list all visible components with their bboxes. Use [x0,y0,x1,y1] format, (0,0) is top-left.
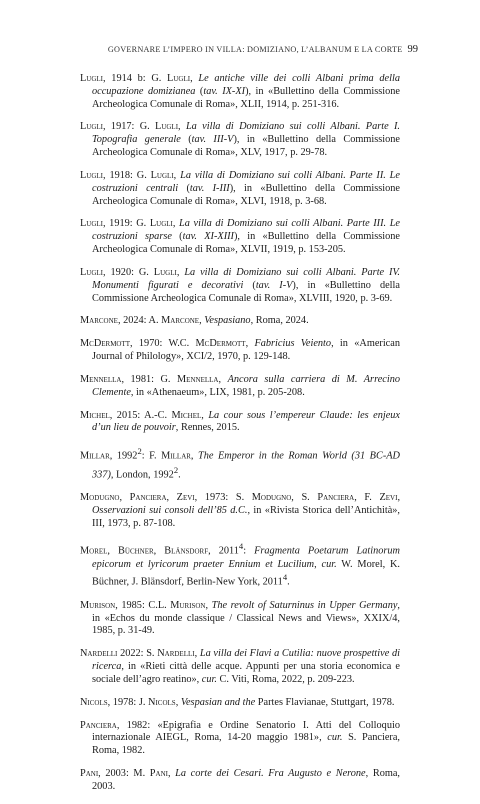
author-name: Murison [170,599,206,611]
author-name: Modugno, Panciera, Zevi [80,491,195,503]
author-name: Nicols [148,696,176,708]
author-name: Nardelli [157,648,195,660]
author-name: McDermott [80,338,131,350]
citation-text: , [314,558,322,570]
citation-text: , [167,768,176,780]
citation-text: , [190,450,199,462]
title-text: tav. I-V [255,279,293,291]
bibliography-entry [80,170,400,208]
title-text: cur. [321,558,337,570]
title-text: La cour sous l’empereur Claude: les enjeux d’un lieu de pouvoir [92,409,400,434]
citation-text: , 1973: S. [194,491,252,503]
title-text: La villa di Domiziano sui colli Albani. Parte I. Topografia generale [92,121,400,146]
title-text: Ancora sulla carriera di M. Arrecino Clemente [92,374,400,398]
title-text: Vespasian and the [180,696,256,708]
bibliography-entry [80,73,400,111]
author-name: Nardelli [80,648,118,660]
author-name: Mennella [177,374,219,385]
citation-text: , 1985: C.L. [115,599,171,611]
title-text: La villa di Domiziano sui colli Albani. Parte III. Le costruzioni sparse [92,218,400,243]
bibliography-entry [80,540,400,589]
citation-text: , in «Rieti città delle acque. Appunti per una storia economica e sociale dell’agro reatino», [92,661,400,685]
title-text: tav. III-V [191,134,234,146]
author-name: Lugli [80,73,104,84]
citation-text: , 1918: G. [103,169,151,181]
citation-text: ( [180,134,192,146]
citation-text: . [178,469,181,481]
edition-superscript: 2 [137,446,142,457]
title-text: Vespasiano [204,315,251,327]
author-name: Lugli [155,121,179,133]
citation-text: : F. [141,450,162,462]
title-text: The revolt of Saturninus in Upper Germany [211,599,398,611]
citation-text: ( [178,182,190,194]
bibliography-entry [80,267,400,305]
citation-text: C. Viti, Roma, 2022, p. 209-223. [216,673,355,685]
citation-text: , [190,73,199,84]
author-name: Zevi [379,491,398,503]
title-text: La villa di Domiziano sui colli Albani. Parte II. Le costruzioni centrali [92,169,400,194]
citation-text: , 1982: «Epigrafia e Ordine Senatorio I. Atti del Colloquio internazionale AIEGL, Roma, 14-20 maggio 1981», [92,719,400,744]
title-text: Fabricius Veiento [254,338,332,350]
running-head [80,44,418,55]
bibliography-entry [80,445,400,481]
author-name: McDermott [195,338,246,350]
author-name: Murison [80,599,116,611]
author-name: Panciera [80,719,117,731]
citation-text: , in «Rivista Storica dell’Antichità», III, 1973, p. 87-108. [92,504,400,529]
citation-text: , [201,409,209,421]
title-text: La villa di Domiziano sui colli Albani. Parte IV. Monumenti figurati e decorativi [92,266,400,291]
title-text: tav. IX-XI [203,85,246,97]
citation-text: ), in «Bullettino della Commissione Archeologica Comunale di Roma», XLV, 1917, p. 29-78. [92,134,401,159]
citation-text: , 1981: G. [121,374,178,385]
citation-text: , Roma, 2003. [92,768,401,792]
author-name: Lugli [80,169,104,181]
bibliography-entry [80,648,400,686]
bibliography-entry [80,315,400,328]
bibliography-entry [80,697,400,710]
author-name: Lugli [153,266,177,278]
author-name: Pani [149,768,168,780]
citation-text: , Roma, 2024. [250,315,309,327]
citation-text: , in «American Journal of Philology», XCI/2, 1970, p. 129-148. [92,338,400,363]
bibliography-entry [80,768,400,794]
citation-text: S. Panciera, Roma, 1982. [92,732,400,757]
author-name: Panciera [317,491,355,503]
bibliography-entry [80,410,400,436]
citation-text: , 2003: M. [98,768,150,780]
title-text: Osservazioni sui consoli dell’85 d.C. [92,504,248,516]
citation-text: : [243,545,255,557]
citation-text: , [172,218,180,230]
citation-text: , Rennes, 2015. [175,422,240,434]
bibliography-entry [80,374,400,400]
title-text: La villa dei Flavi a Cutilia: nuove prospettive di ricerca [92,648,400,672]
bibliography-list [80,73,400,804]
author-name: Lugli [149,218,173,230]
citation-text: ( [243,279,256,291]
citation-text: , [175,696,181,708]
author-name: Millar [80,450,110,462]
citation-text: , [218,374,228,385]
bibliography-entry [80,720,400,758]
author-name: Lugli [150,169,174,181]
citation-text: , [194,648,200,660]
author-name: Pani [80,768,99,780]
citation-text: , in «Athenaeum», LIX, 1981, p. 205-208. [130,386,305,398]
bibliography-entry [80,218,400,256]
author-name: Michel [80,409,110,421]
author-name: Mennella [80,374,122,385]
citation-text: ), in «Bullettino della Commissione Archeologica Comunale di Roma», XLVI, 1918, p. 3-68. [92,182,401,207]
author-name: Modugno [251,491,292,503]
bibliography-entry [80,121,400,159]
title-text: Fragmenta Poetarum Latinorum epicorum et lyricorum praeter Ennium et Lucilium [92,545,400,570]
citation-text: , 2015: A.-C. [109,409,172,421]
running-head-title: GOVERNARE L’IMPERO IN VILLA: DOMIZIANO, L’ALBANUM E LA CORTE [107,45,403,54]
citation-text: , 1970: W.C. [130,338,196,350]
citation-text: , [176,266,185,278]
citation-text: , 1917: G. [103,121,156,133]
bibliography-entry [80,492,400,530]
citation-text: , [199,315,205,327]
citation-text: , [245,338,255,350]
citation-text: W. Morel, K. Büchner, J. Blänsdorf, Berlin-New York, 2011 [92,558,400,588]
author-name: Nicols [80,696,108,708]
citation-text: ), in «Bullettino della Commissione Archeologica Comunale di Roma», XLVII, 1919, p. 153-205. [92,231,400,256]
citation-text: ), in «Bullettino della Commissione Archeologica Comunale di Roma», XLVIII, 1920, p. 3-69. [92,279,400,304]
author-name: Michel [171,409,202,421]
edition-superscript: 4 [282,572,288,583]
citation-text: , 1992 [109,450,138,462]
citation-text: ), in «Bullettino della Commissione Archeologica Comunale di Roma», XLII, 1914, p. 251-316. [92,85,400,110]
citation-text: , S. [291,491,318,503]
citation-text: , 1920: G. [103,266,154,278]
edition-superscript: 4 [238,541,244,552]
citation-text: , London, 1992 [110,469,174,481]
author-name: Millar [161,450,191,462]
title-text: cur. [201,673,217,685]
citation-text: , 2011 [208,545,239,557]
citation-text: ( [171,231,183,243]
author-name: Lugli [80,266,104,278]
title-text: La corte dei Cesari. Fra Augusto e Nerone [175,768,366,780]
citation-text: 2022: S. [117,648,158,660]
citation-text: Partes Flavianae, Stuttgart, 1978. [255,696,395,708]
citation-text: , 2024: A. [117,315,162,327]
author-name: Marcone [161,315,200,327]
citation-text: , in «Echos du monde classique / Classical News and Views», XXIX/4, 1985, p. 31-49. [92,599,400,637]
bibliography-entry [80,600,400,638]
title-text: cur. [327,732,343,744]
author-name: Marcone [80,315,118,327]
author-name: Lugli [80,121,104,133]
author-name: Morel, Büchner, Blänsdorf [80,545,209,557]
bibliography-entry [80,338,400,364]
title-text: tav. I-III [189,182,230,194]
citation-text: , 1914 b: G. [103,73,168,84]
citation-text: . [287,576,290,588]
citation-text: , 1978: J. [107,696,149,708]
page-number: 99 [407,44,418,55]
citation-text: , F. [354,491,380,503]
citation-text: , [178,121,186,133]
citation-text: , 1919: G. [103,218,150,230]
author-name: Lugli [80,218,104,230]
citation-text: , [173,169,181,181]
edition-superscript: 2 [173,464,179,475]
title-text: The Emperor in the Roman World (31 BC-AD 337) [92,450,400,481]
title-text: Le antiche ville dei colli Albani prima della occupazione domizianea [92,73,400,97]
author-name: Lugli [167,73,191,84]
citation-text: , [397,491,401,503]
citation-text: , [205,599,212,611]
citation-text: ( [195,85,204,97]
title-text: tav. XI-XIII [182,231,234,243]
